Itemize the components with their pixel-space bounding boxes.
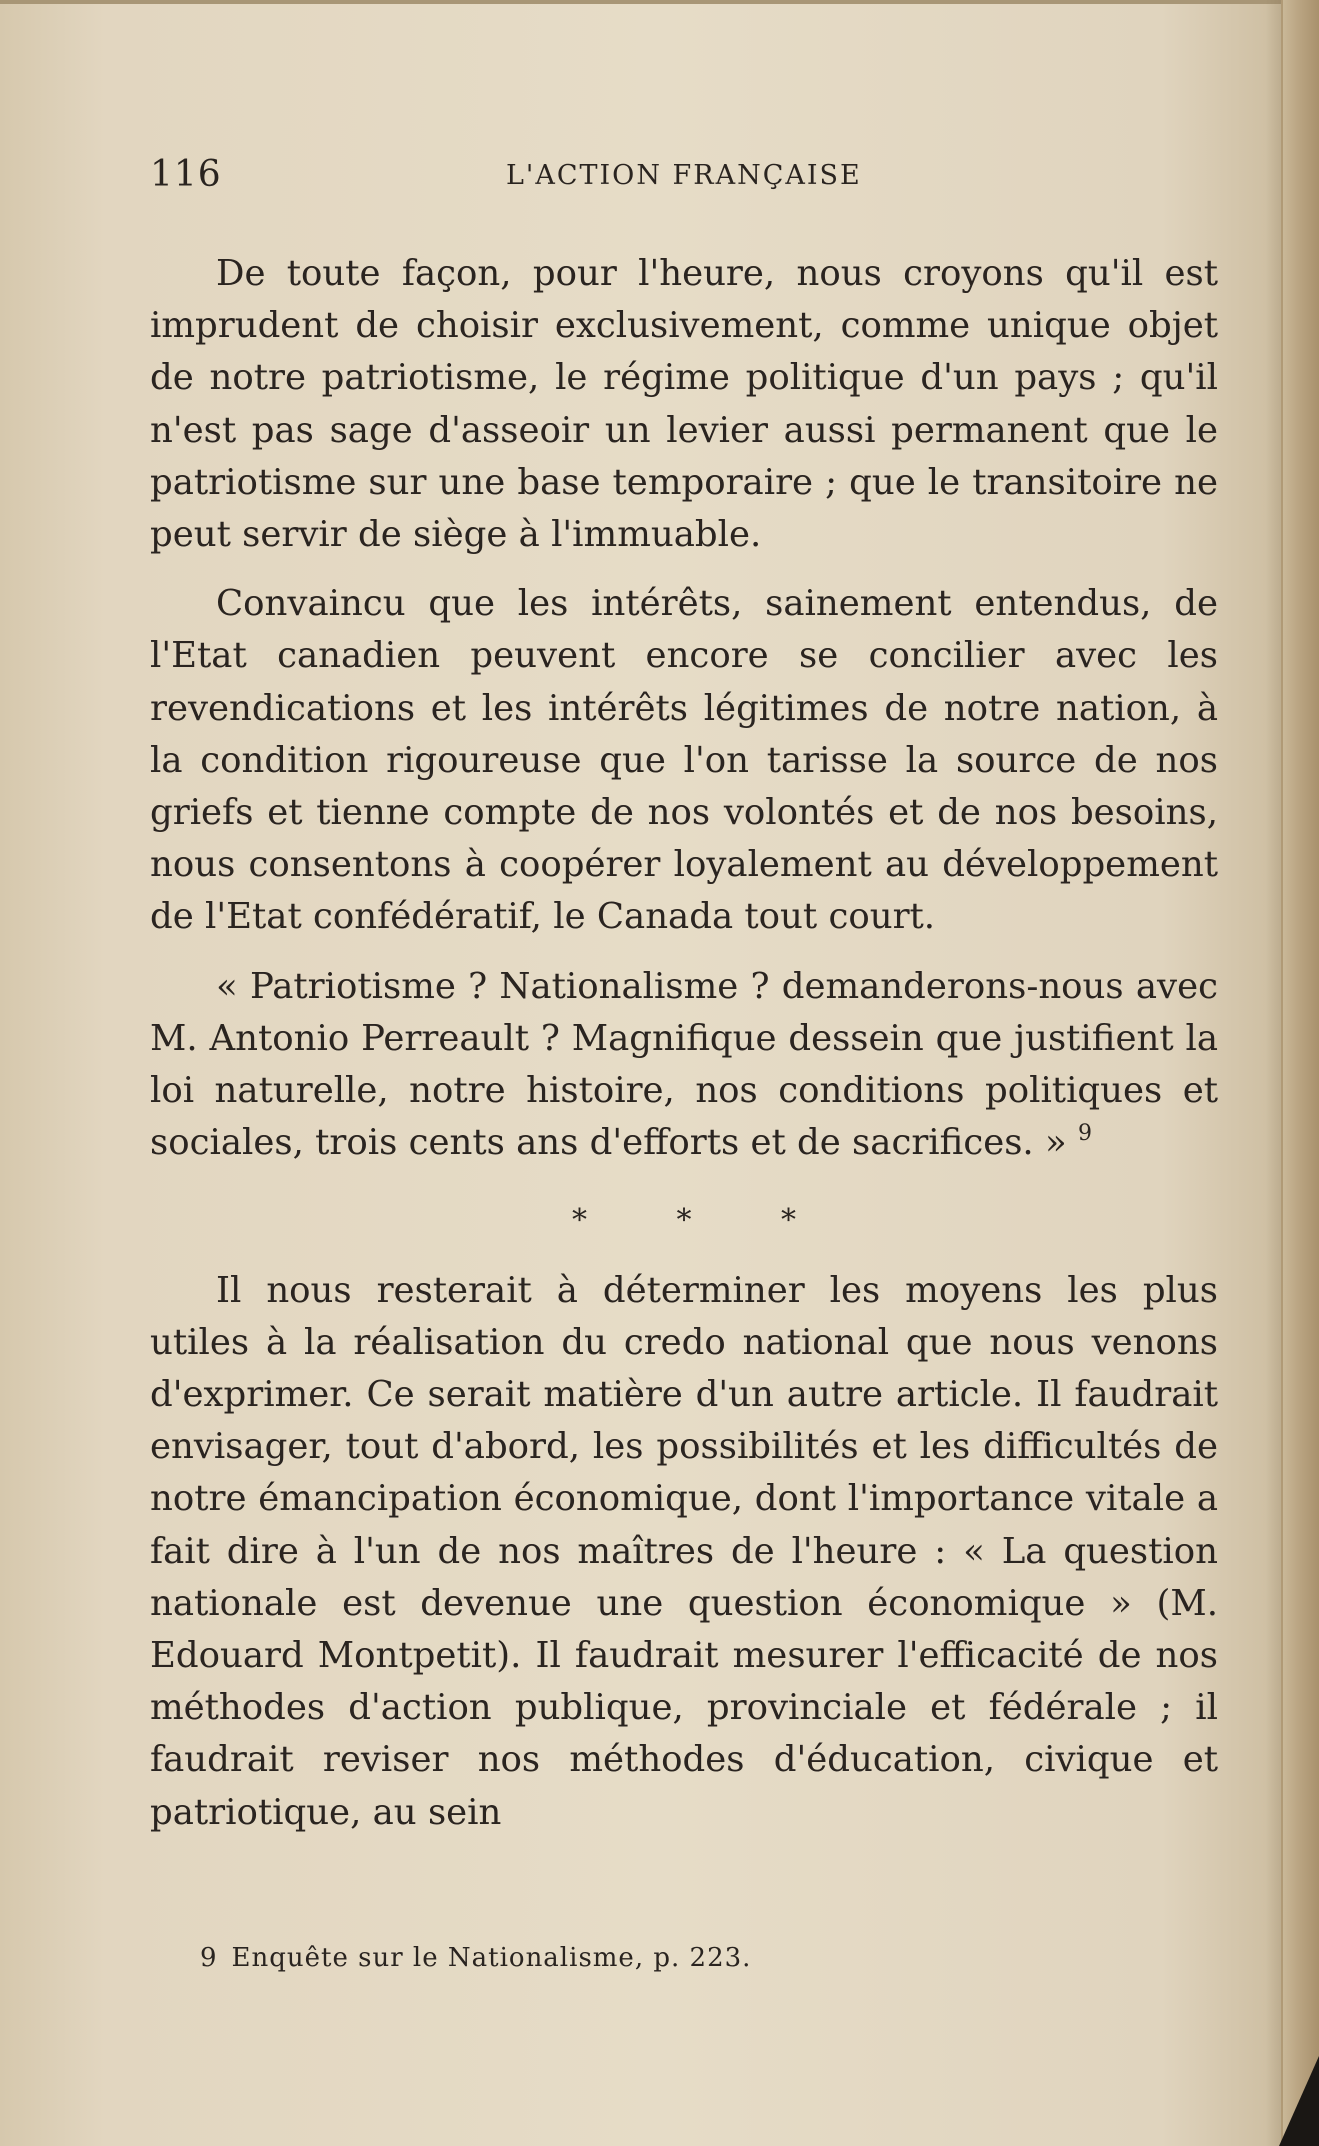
footnote bbox=[200, 1938, 1200, 1978]
page-header bbox=[150, 150, 1218, 200]
running-head: L'ACTION FRANÇAISE bbox=[506, 160, 862, 191]
paragraph-3-text: « Patriotisme ? Nationalisme ? demanderons-nous avec M. Antonio Perreault ? Magnifique dessein que justifient la loi naturelle, notre histoire, nos conditions politiques et sociales, trois cents ans d'efforts et de sacrifices. » bbox=[150, 965, 1218, 1164]
paragraph-2: Convaincu que les intérêts, sainement entendus, de l'Etat canadien peuvent encore se concilier avec les revendications et les intérêts légitimes de notre nation, à la condition rigoureuse que l'on tarisse la source de nos griefs et tienne compte de nos volontés et de nos besoins, nous consentons à coopérer loyalement au développement de l'Etat confédératif, le Canada tout court. bbox=[150, 583, 1218, 938]
page-number: 116 bbox=[150, 154, 222, 195]
paragraph-3 bbox=[150, 961, 1218, 1170]
footnote-text: Enquête sur le Nationalisme, p. 223. bbox=[231, 1943, 752, 1973]
top-edge bbox=[0, 0, 1283, 4]
paragraph-4: Il nous resterait à déterminer les moyens les plus utiles à la réalisation du credo national que nous venons d'exprimer. Ce serait matière d'un autre article. Il faudrait envisager, tout d'abord, les possibilités et les difficultés de notre émancipation économique, dont l'importance vitale a fait dire à l'un de nos maîtres de l'heure : « La question nationale est devenue une question économique » (M. Edouard Montpetit). Il faudrait mesurer l'efficacité de nos méthodes d'action publique, provinciale et fédérale ; il faudrait reviser nos méthodes d'éducation, civique et patriotique, au sein bbox=[150, 1269, 1218, 1833]
page-right-edge bbox=[1281, 0, 1319, 2146]
corner-shadow bbox=[1279, 2056, 1319, 2146]
paragraph-1: De toute façon, pour l'heure, nous croyons qu'il est imprudent de choisir exclusivement, comme unique objet de notre patriotisme, le régime politique d'un pays ; qu'il n'est pas sage d'asseoir un levier aussi permanent que le patriotisme sur une base temporaire ; que le transitoire ne peut servir de siège à l'immuable. bbox=[150, 253, 1218, 556]
footnote-reference[interactable]: 9 bbox=[1078, 1121, 1093, 1147]
footnote-number: 9 bbox=[200, 1943, 218, 1973]
section-separator: * * * bbox=[571, 1203, 837, 1239]
body-text bbox=[150, 248, 1218, 1839]
